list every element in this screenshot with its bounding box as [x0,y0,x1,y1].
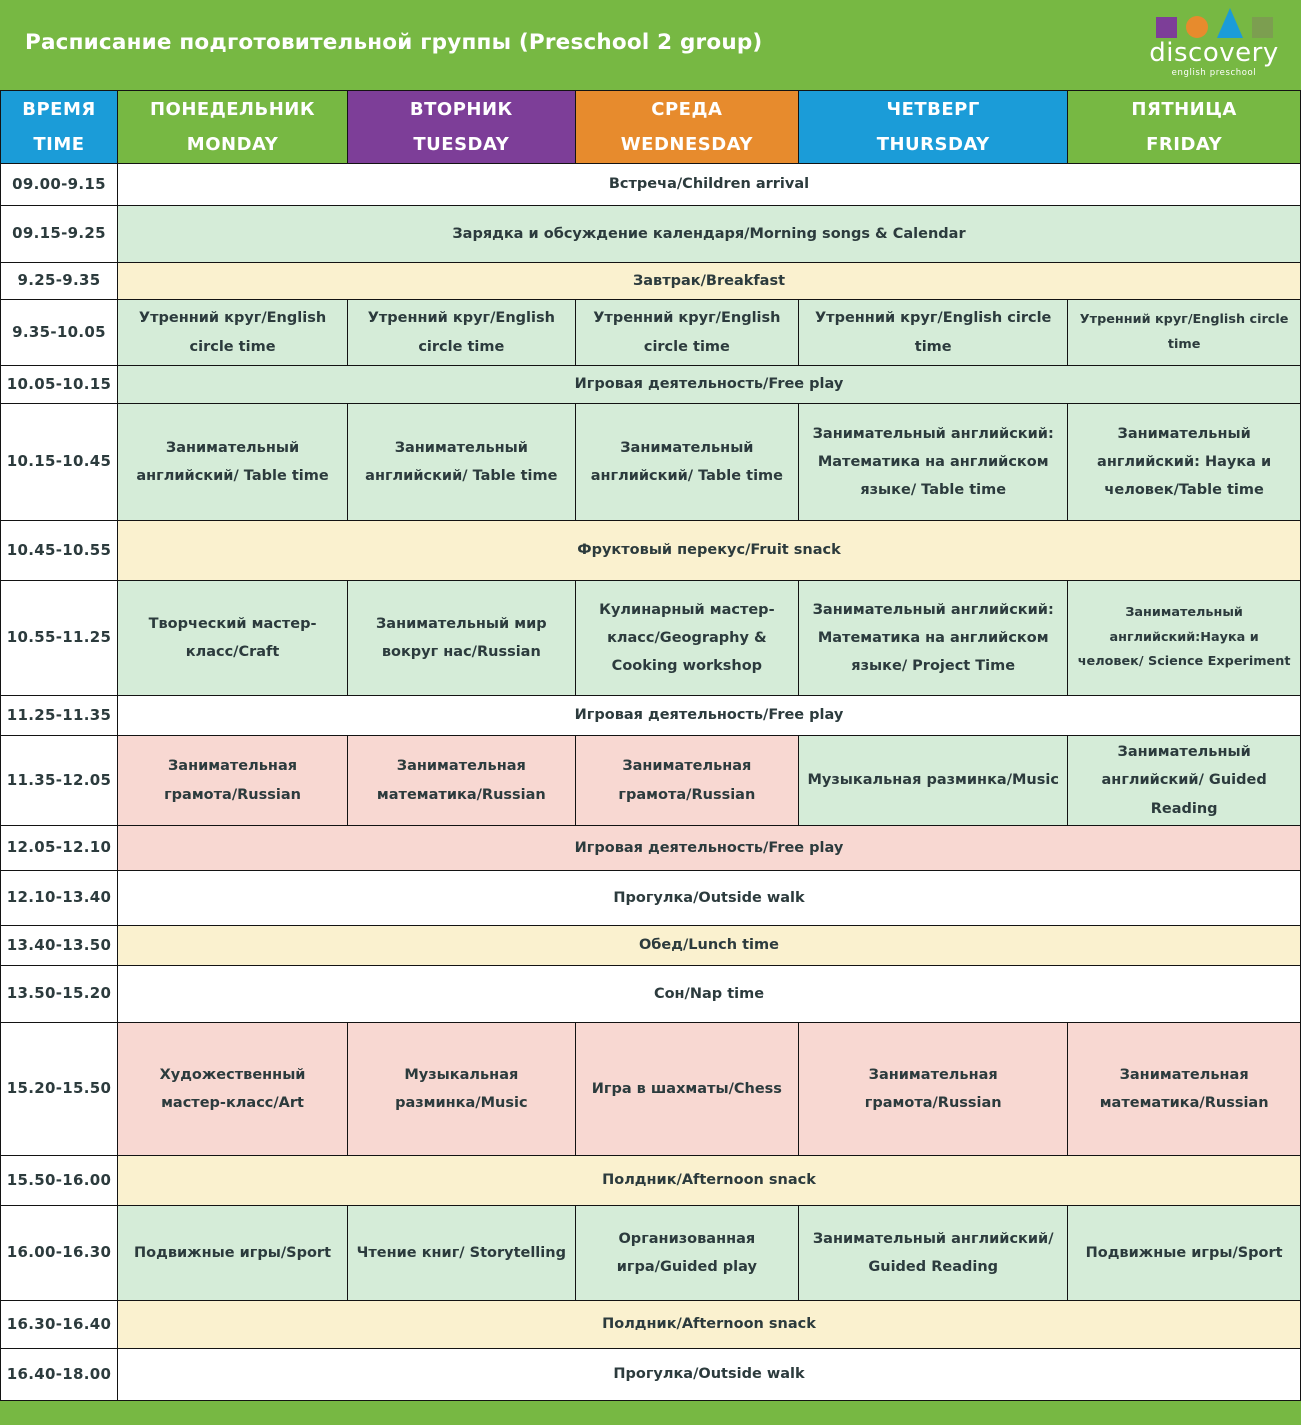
column-header-monday [117,91,347,164]
merged-activity-cell: Встреча/Children arrival [117,164,1300,206]
purple-square-icon [1156,17,1177,38]
table-row [1,736,1301,826]
column-header-time [1,91,118,164]
merged-activity-cell: Фруктовый перекус/Fruit snack [117,521,1300,581]
time-cell: 15.20-15.50 [1,1023,118,1156]
merged-activity-cell: Полдник/Afternoon snack [117,1301,1300,1349]
table-row [1,871,1301,926]
activity-cell-tuesday: Чтение книг/ Storytelling [348,1206,575,1301]
time-cell: 11.35-12.05 [1,736,118,826]
column-header-monday-en: MONDAY [186,134,279,155]
activity-cell-friday: Занимательный английский: Наука и человек/Table time [1068,404,1301,521]
activity-cell-tuesday: Занимательная математика/Russian [348,736,575,826]
activity-cell-friday: Занимательный английский:Наука и человек/ Science Experiment [1068,581,1301,696]
table-row [1,300,1301,366]
table-row [1,263,1301,300]
activity-cell-monday: Подвижные игры/Sport [117,1206,347,1301]
activity-cell-friday: Занимательный английский/ Guided Reading [1068,736,1301,826]
merged-activity-cell: Полдник/Afternoon snack [117,1156,1300,1206]
merged-activity-cell: Зарядка и обсуждение календаря/Morning songs & Calendar [117,206,1300,263]
time-cell: 12.05-12.10 [1,826,118,871]
merged-activity-cell: Завтрак/Breakfast [117,263,1300,300]
time-cell: 09.00-9.15 [1,164,118,206]
time-cell: 10.05-10.15 [1,366,118,404]
activity-cell-thursday: Музыкальная разминка/Music [799,736,1068,826]
column-header-time-en: TIME [33,134,85,155]
activity-cell-thursday: Занимательная грамота/Russian [799,1023,1068,1156]
merged-activity-cell: Прогулка/Outside walk [117,871,1300,926]
activity-cell-wednesday: Организованная игра/Guided play [575,1206,799,1301]
time-cell: 10.55-11.25 [1,581,118,696]
time-cell: 16.00-16.30 [1,1206,118,1301]
column-header-friday-ru: ПЯТНИЦА [1131,98,1237,120]
table-row [1,366,1301,404]
activity-cell-monday: Занимательная грамота/Russian [117,736,347,826]
column-header-wednesday [575,91,799,164]
activity-cell-wednesday: Занимательный английский/ Table time [575,404,799,521]
time-cell: 12.10-13.40 [1,871,118,926]
time-cell: 09.15-9.25 [1,206,118,263]
logo-subtitle: english preschool [1171,68,1257,79]
activity-cell-monday: Занимательный английский/ Table time [117,404,347,521]
column-header-wednesday-en: WEDNESDAY [620,134,753,155]
column-header-thursday [799,91,1068,164]
activity-cell-thursday: Занимательный английский/ Guided Reading [799,1206,1068,1301]
activity-cell-wednesday: Кулинарный мастер-класс/Geography & Cooking workshop [575,581,799,696]
column-header-time-ru: ВРЕМЯ [22,98,96,120]
time-cell: 9.35-10.05 [1,300,118,366]
table-row [1,826,1301,871]
title-bar [0,0,1301,90]
merged-activity-cell: Игровая деятельность/Free play [117,366,1300,404]
time-cell: 13.50-15.20 [1,966,118,1023]
time-cell: 16.40-18.00 [1,1349,118,1401]
time-cell: 9.25-9.35 [1,263,118,300]
time-cell: 11.25-11.35 [1,696,118,736]
table-row [1,1156,1301,1206]
activity-cell-wednesday: Утренний круг/English circle time [575,300,799,366]
activity-cell-tuesday: Занимательный мир вокруг нас/Russian [348,581,575,696]
time-cell: 10.15-10.45 [1,404,118,521]
column-header-tuesday-ru: ВТОРНИК [409,98,513,120]
blue-triangle-icon [1217,8,1243,38]
activity-cell-tuesday: Утренний круг/English circle time [348,300,575,366]
activity-cell-wednesday: Игра в шахматы/Chess [575,1023,799,1156]
column-header-tuesday-en: TUESDAY [413,134,510,155]
column-header-thursday-en: THURSDAY [876,134,990,155]
column-header-thursday-ru: ЧЕТВЕРГ [886,98,980,120]
activity-cell-friday: Подвижные игры/Sport [1068,1206,1301,1301]
merged-activity-cell: Игровая деятельность/Free play [117,826,1300,871]
time-cell: 10.45-10.55 [1,521,118,581]
column-header-wednesday-ru: СРЕДА [651,98,723,120]
merged-activity-cell: Сон/Nap time [117,966,1300,1023]
merged-activity-cell: Обед/Lunch time [117,926,1300,966]
activity-cell-friday: Утренний круг/English circle time [1068,300,1301,366]
merged-activity-cell: Игровая деятельность/Free play [117,696,1300,736]
activity-cell-monday: Художественный мастер-класс/Art [117,1023,347,1156]
table-row [1,966,1301,1023]
table-row [1,1206,1301,1301]
table-row [1,164,1301,206]
table-row [1,404,1301,521]
page-title: Расписание подготовительной группы (Preschool 2 group) [25,29,763,55]
logo-wordmark: discovery [1149,38,1279,68]
column-header-monday-ru: ПОНЕДЕЛЬНИК [149,98,316,120]
merged-activity-cell: Прогулка/Outside walk [117,1349,1300,1401]
activity-cell-monday: Утренний круг/English circle time [117,300,347,366]
activity-cell-wednesday: Занимательная грамота/Russian [575,736,799,826]
activity-cell-thursday: Утренний круг/English circle time [799,300,1068,366]
discovery-logo [1145,5,1283,78]
orange-circle-icon [1186,16,1208,38]
activity-cell-tuesday: Музыкальная разминка/Music [348,1023,575,1156]
table-row [1,696,1301,736]
column-header-friday [1068,91,1301,164]
column-header-friday-en: FRIDAY [1146,134,1223,155]
header-row [1,91,1301,164]
time-cell: 16.30-16.40 [1,1301,118,1349]
table-row [1,521,1301,581]
logo-shapes [1145,5,1283,38]
activity-cell-friday: Занимательная математика/Russian [1068,1023,1301,1156]
table-row [1,1023,1301,1156]
activity-cell-thursday: Занимательный английский: Математика на английском языке/ Table time [799,404,1068,521]
time-cell: 13.40-13.50 [1,926,118,966]
time-cell: 15.50-16.00 [1,1156,118,1206]
activity-cell-tuesday: Занимательный английский/ Table time [348,404,575,521]
green-square-icon [1252,17,1273,38]
table-row [1,1301,1301,1349]
schedule-table [0,90,1301,1401]
column-header-tuesday [348,91,575,164]
table-row [1,1349,1301,1401]
table-row [1,926,1301,966]
footer-bar [0,1401,1301,1425]
table-row [1,581,1301,696]
activity-cell-thursday: Занимательный английский: Математика на английском языке/ Project Time [799,581,1068,696]
activity-cell-monday: Творческий мастер-класс/Craft [117,581,347,696]
table-row [1,206,1301,263]
